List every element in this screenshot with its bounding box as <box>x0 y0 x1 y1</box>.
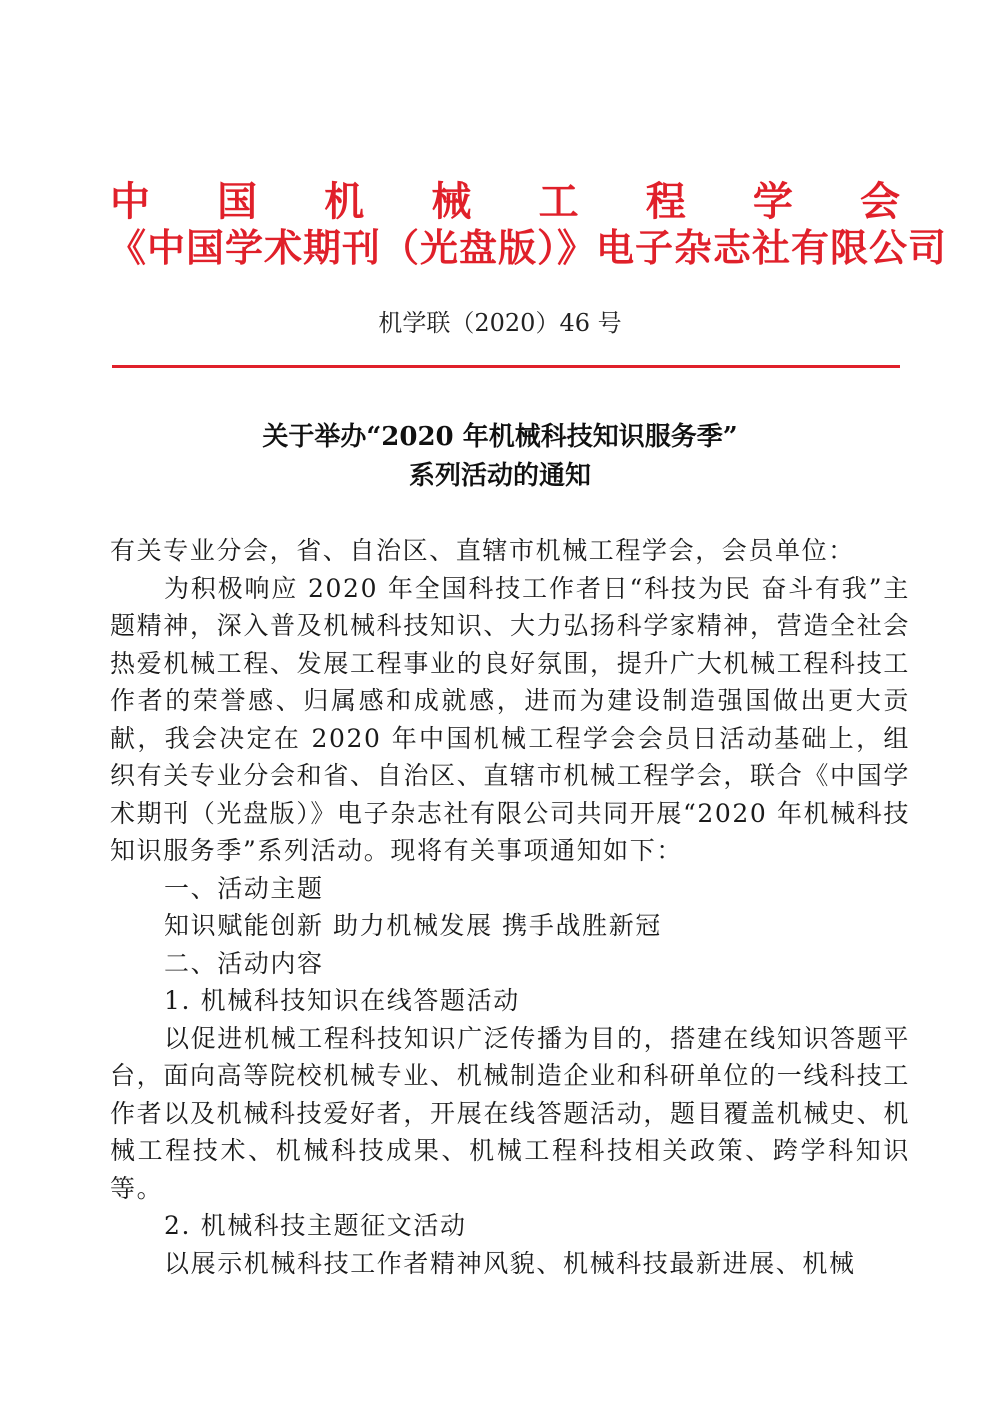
org-name-char: 工 <box>538 179 579 225</box>
org-name-char: 中 <box>110 179 150 225</box>
company-name-header: 《中国学术期刊（光盘版）》电子杂志社有限公司 <box>108 226 948 270</box>
item1-paragraph: 以促进机械工程科技知识广泛传播为目的，搭建在线知识答题平台，面向高等院校机械专业、机械制造企业和科研单位的一线科技工作者以及机械科技爱好者，开展在线答题活动，题目覆盖机械史、机械工程技术、机械科技成果、机械工程科技相关政策、跨学科知识等。 <box>110 1023 910 1203</box>
section-heading-content: 二、活动内容 <box>164 948 324 978</box>
item2-paragraph: 以展示机械科技工作者精神风貌、机械科技最新进展、机械 <box>164 1248 856 1278</box>
org-name-char: 学 <box>752 179 793 225</box>
org-name-char: 械 <box>431 179 472 225</box>
notice-body <box>110 532 910 1282</box>
theme-text: 知识赋能创新 助力机械发展 携手战胜新冠 <box>164 911 662 940</box>
org-name-header <box>110 178 900 226</box>
red-divider <box>112 365 900 368</box>
org-name-char: 会 <box>859 179 900 225</box>
salutation: 有关专业分会，省、自治区、直辖市机械工程学会，会员单位： <box>110 536 855 565</box>
item2-heading: 2. 机械科技主题征文活动 <box>164 1211 467 1240</box>
item1-heading: 1. 机械科技知识在线答题活动 <box>164 986 520 1015</box>
org-name-char: 程 <box>645 179 686 225</box>
org-name-char: 国 <box>217 179 258 225</box>
notice-title-line1: 关于举办“2020 年机械科技知识服务季” <box>262 422 738 452</box>
intro-paragraph: 为积极响应 2020 年全国科技工作者日“科技为民 奋斗有我”主题精神，深入普及机械科技知识、大力弘扬科学家精神，营造全社会热爱机械工程、发展工程事业的良好氛围，提升广大机械工程科技工作者的荣誉感、归属感和成就感，进而为建设制造强国做出更大贡献，我会决定在 2020 年中国机械工程学会会员日活动基础上，组织有关专业分会和省、自治区、直辖市机械工程学会，联合《中国学术期刊（光盘版）》电子杂志社有限公司共同开展“2020 年机械科技知识服务季”系列活动。现将有关事项通知如下： <box>110 573 910 865</box>
document-number: 机学联（2020）46 号 <box>378 309 622 337</box>
org-name-char: 机 <box>324 179 365 225</box>
section-heading-theme: 一、活动主题 <box>164 873 324 903</box>
notice-title-line2: 系列活动的通知 <box>408 461 591 491</box>
